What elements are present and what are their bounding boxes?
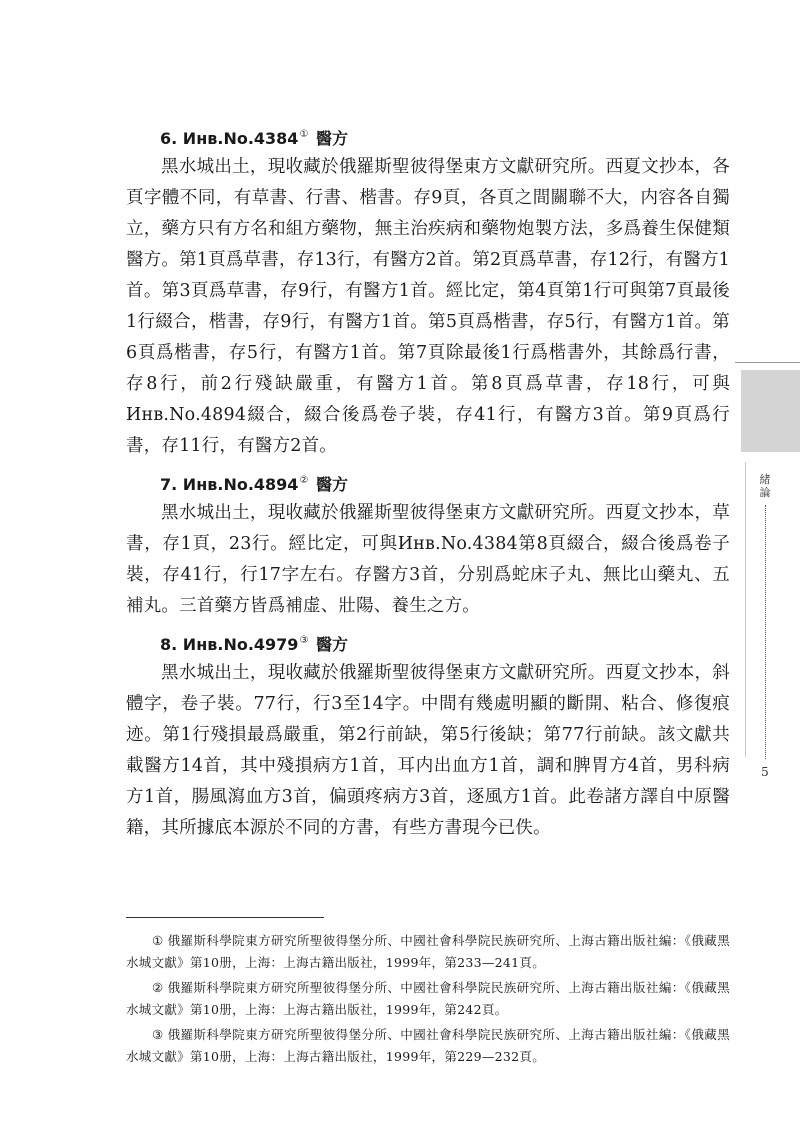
- page-number: 5: [761, 765, 769, 779]
- margin-vertical-rule: [745, 462, 746, 757]
- footnote-text: 俄羅斯科學院東方研究所聖彼得堡分所、中國社會科學院民族研究所、上海古籍出版社編：《俄藏黑水城文獻》第10册，上海：上海古籍出版社，1999年，第233—241頁。: [126, 933, 730, 970]
- chapter-label: [759, 473, 771, 499]
- inventory-number: Инв.No.4894: [182, 475, 299, 494]
- footnotes: [126, 930, 730, 1071]
- margin-rule: [735, 362, 800, 363]
- section-number: 6.: [160, 129, 178, 148]
- footnote: [126, 1024, 730, 1068]
- section-number: 8.: [160, 635, 178, 654]
- section-body: 黑水城出土，現收藏於俄羅斯聖彼得堡東方文獻研究所。西夏文抄本，各頁字體不同，有草書、行書、楷書。存9頁，各頁之間關聯不大，内容各自獨立，藥方只有方名和組方藥物，無主治疾病和藥物炮製方法，多爲養生保健類醫方。第1頁爲草書，存13行，有醫方2首。第2頁爲草書，存12行，有醫方1首。第3頁爲草書，存9行，有醫方1首。經比定，第4頁第1行可與第7頁最後1行綴合，楷書，存9行，有醫方1首。第5頁爲楷書，存5行，有醫方1首。第6頁爲楷書，存5行，有醫方1首。第7頁除最後1行爲楷書外，其餘爲行書，存8行，前2行殘缺嚴重，有醫方1首。第8頁爲草書，存18行，可與Инв.No.4894綴合，綴合後爲卷子裝，存41行，有醫方3首。第9頁爲行書，存11行，有醫方2首。: [126, 157, 730, 456]
- section-body: 黑水城出土，現收藏於俄羅斯聖彼得堡東方文獻研究所。西夏文抄本，草書，存1頁，23行。經比定，可與Инв.No.4384第8頁綴合，綴合後爲卷子裝，存41行，行17字左右。存醫方3首，分别爲蛇床子丸、無比山藥丸、五補丸。三首藥方皆爲補虚、壯陽、養生之方。: [126, 503, 730, 616]
- chapter-thumb-tab: [741, 370, 800, 452]
- footnote-mark: ①: [152, 933, 164, 948]
- footnote: [126, 930, 730, 974]
- section-heading: [126, 118, 730, 152]
- section-heading: [126, 624, 730, 658]
- footnote-divider: [126, 917, 324, 918]
- margin-dotted-rule: [765, 505, 766, 759]
- section-title: 醫方: [315, 635, 348, 654]
- section-title: 醫方: [315, 475, 348, 494]
- chapter-label-char: 緒: [759, 473, 771, 486]
- footnote-text: 俄羅斯科學院東方研究所聖彼得堡分所、中國社會科學院民族研究所、上海古籍出版社編：《俄藏黑水城文獻》第10册，上海：上海古籍出版社，1999年，第242頁。: [126, 980, 730, 1017]
- footnote: [126, 977, 730, 1021]
- footnote-ref[interactable]: ③: [299, 635, 309, 646]
- footnote-mark: ②: [152, 980, 164, 995]
- footnote-ref[interactable]: ②: [299, 475, 309, 486]
- inventory-number: Инв.No.4384: [182, 129, 299, 148]
- main-text: [126, 118, 730, 846]
- footnote-text: 俄羅斯科學院東方研究所聖彼得堡分所、中國社會科學院民族研究所、上海古籍出版社編：《俄藏黑水城文獻》第10册，上海：上海古籍出版社，1999年，第229—232頁。: [126, 1027, 730, 1064]
- section-heading: [126, 464, 730, 498]
- section-title: 醫方: [315, 129, 348, 148]
- section-number: 7.: [160, 475, 178, 494]
- footnote-ref[interactable]: ①: [299, 129, 309, 140]
- footnote-mark: ③: [152, 1027, 164, 1042]
- inventory-number: Инв.No.4979: [182, 635, 299, 654]
- chapter-label-char: 論: [759, 486, 771, 499]
- section-body: 黑水城出土，現收藏於俄羅斯聖彼得堡東方文獻研究所。西夏文抄本，斜體字，卷子裝。77行，行3至14字。中間有幾處明顯的斷開、粘合、修復痕迹。第1行殘損最爲嚴重，第2行前缺，第5行後缺；第77行前缺。該文獻共載醫方14首，其中殘損病方1首，耳内出血方1首，調和脾胃方4首，男科病方1首，腸風瀉血方3首，偏頭疼病方3首，逐風方1首。此卷諸方譯自中原醫籍，其所據底本源於不同的方書，有些方書現今已佚。: [126, 663, 730, 838]
